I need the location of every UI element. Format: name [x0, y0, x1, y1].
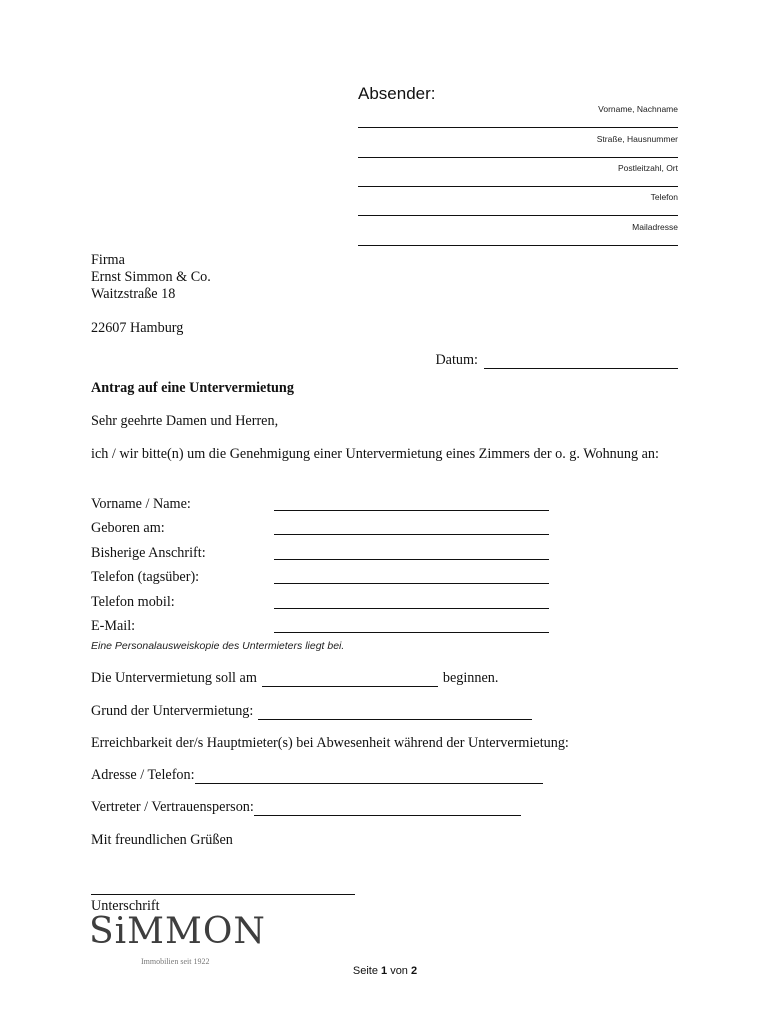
start-date-field[interactable] [262, 672, 438, 687]
signature-label: Unterschrift [91, 898, 160, 914]
request-text: ich / wir bitte(n) um die Genehmigung einer Untervermietung eines Zimmers der o. g. Wohnung an: [91, 446, 659, 462]
sender-street-label: Straße, Hausnummer [596, 134, 678, 144]
representative-label: Vertreter / Vertrauensperson: [91, 799, 254, 815]
start-date-suffix: beginnen. [442, 670, 499, 686]
date-field[interactable] [484, 354, 678, 369]
start-date-label: Die Untervermietung soll am [91, 670, 257, 686]
signature-line[interactable] [91, 894, 355, 895]
sender-email-field[interactable] [358, 222, 678, 246]
sender-phone-field[interactable] [358, 192, 678, 216]
daytime-phone-field[interactable] [274, 569, 549, 584]
recipient-line: Waitzstraße 18 [91, 286, 176, 302]
representative-field[interactable] [254, 801, 521, 816]
reason-field[interactable] [258, 705, 532, 720]
date-row [435, 352, 678, 369]
form-label: Bisherige Anschrift: [91, 545, 206, 561]
form-label: Vorname / Name: [91, 496, 191, 512]
previous-address-field[interactable] [274, 545, 549, 560]
closing: Mit freundlichen Grüßen [91, 832, 233, 848]
salutation: Sehr geehrte Damen und Herren, [91, 413, 279, 429]
subtenant-name-field[interactable] [274, 496, 549, 511]
recipient-line: Ernst Simmon & Co. [91, 269, 211, 285]
footer-page-of: von [390, 965, 408, 977]
form-row [91, 594, 549, 611]
form-row [91, 496, 549, 513]
sender-phone-label: Telefon [650, 192, 678, 202]
recipient-address [91, 252, 211, 337]
recipient-line: 22607 Hamburg [91, 320, 184, 336]
sender-email-label: Mailadresse [632, 222, 678, 232]
form-label: Geboren am: [91, 520, 165, 536]
reason-label: Grund der Untervermietung: [91, 703, 254, 719]
birthdate-field[interactable] [274, 520, 549, 535]
date-label: Datum: [435, 352, 478, 368]
subject-heading: Antrag auf eine Untervermietung [91, 380, 294, 396]
sender-city-line[interactable] [358, 175, 678, 187]
footer-page-total: 2 [411, 965, 418, 977]
sender-email-line[interactable] [358, 234, 678, 246]
form-row [91, 545, 549, 562]
address-label: Adresse / Telefon: [91, 767, 195, 783]
reason-row [91, 703, 532, 720]
footer-page-number: 1 [381, 965, 388, 977]
start-date-row [91, 670, 498, 687]
sender-street-field[interactable] [358, 134, 678, 158]
sender-phone-line[interactable] [358, 204, 678, 216]
address-row [91, 767, 543, 784]
mobile-phone-field[interactable] [274, 594, 549, 609]
sender-name-label: Vorname, Nachname [598, 104, 678, 114]
form-row [91, 569, 549, 586]
sender-city-field[interactable] [358, 163, 678, 187]
sender-name-field[interactable] [358, 104, 678, 128]
form-row [91, 618, 549, 635]
form-row [91, 520, 549, 537]
availability-text: Erreichbarkeit der/s Hauptmieter(s) bei Abwesenheit während der Untervermietung: [91, 735, 569, 751]
email-field[interactable] [274, 618, 549, 633]
form-label: E-Mail: [91, 618, 136, 634]
footer-page-prefix: Seite [352, 965, 378, 977]
sender-name-line[interactable] [358, 116, 678, 128]
id-copy-note: Eine Personalausweiskopie des Untermieters liegt bei. [91, 640, 345, 652]
address-field[interactable] [195, 769, 543, 784]
sender-city-label: Postleitzahl, Ort [618, 163, 678, 173]
simmon-logo [89, 911, 266, 966]
representative-row [91, 799, 521, 816]
recipient-line: Firma [91, 252, 125, 268]
logo-tagline: Immobilien seit 1922 [141, 957, 210, 966]
logo-wordmark: SiMMON [89, 911, 266, 952]
page-footer [0, 965, 770, 977]
form-label: Telefon mobil: [91, 594, 175, 610]
sender-street-line[interactable] [358, 146, 678, 158]
sender-heading: Absender: [358, 84, 436, 103]
form-label: Telefon (tagsüber): [91, 569, 200, 585]
